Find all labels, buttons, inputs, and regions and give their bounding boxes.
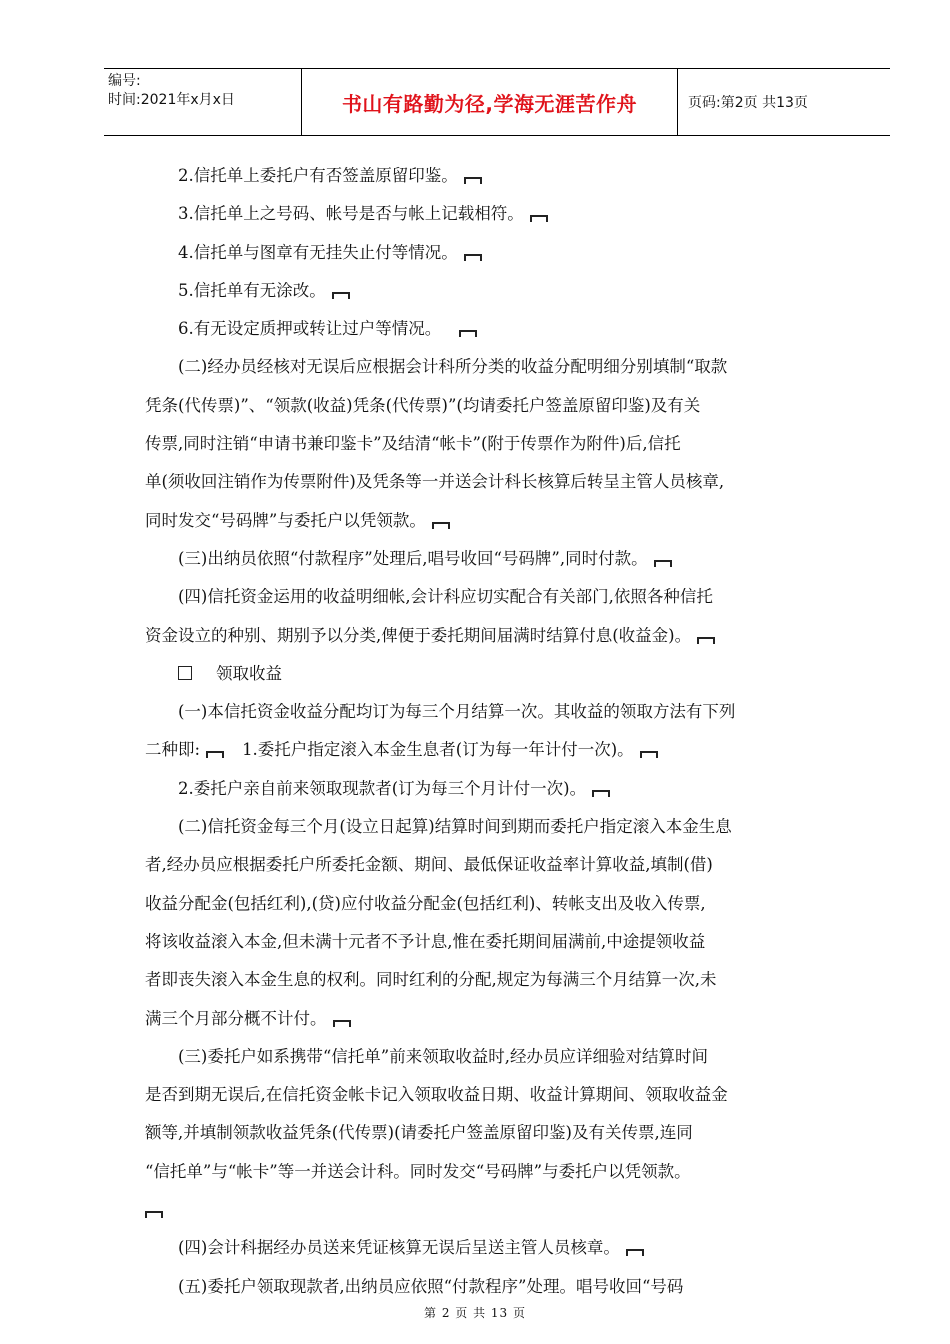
return-mark-icon: [626, 1249, 644, 1256]
text-line: (二)经办员经核对无误后应根据会计科所分类的收益分配明细分别填制“取款: [178, 357, 728, 377]
text-line: 单(须收回注销作为传票附件)及凭条等一并送会计科长核算后转呈主管人员核章,: [145, 472, 725, 492]
text-line: (三)出纳员依照“付款程序”处理后,唱号收回“号码牌”,同时付款。: [145, 540, 850, 578]
checkbox-square-icon: [178, 666, 192, 680]
text-line: 是否到期无误后,在信托资金帐卡记入领取收益日期、收益计算期间、领取收益金: [145, 1085, 728, 1105]
text-line: (五)委托户领取现款者,出纳员应依照“付款程序”处理。唱号收回“号码: [178, 1276, 684, 1296]
text-line: 者,经办员应根据委托户所委托金额、期间、最低保证收益率计算收益,填制(借): [145, 855, 713, 875]
return-mark-icon: [459, 330, 477, 337]
text-line: “信托单”与“帐卡”等一并送会计科。同时发交“号码牌”与委托户以凭领款。: [145, 1161, 691, 1181]
text-line: 收益分配金(包括红利),(贷)应付收益分配金(包括红利)、转帐支出及收入传票,: [145, 893, 706, 913]
document-body: [145, 157, 850, 1306]
text-line: 6.有无设定质押或转让过户等情况。: [145, 310, 850, 348]
header-meta: [104, 69, 302, 135]
text-line: 将该收益滚入本金,但未满十元者不予计息,惟在委托期间届满前,中途提领收益: [145, 931, 706, 951]
text-line: 3.信托单上之号码、帐号是否与帐上记载相符。: [145, 195, 850, 233]
text-line: 2.委托户亲自前来领取现款者(订为每三个月计付一次)。: [145, 770, 850, 808]
return-mark-icon: [432, 522, 450, 529]
return-mark-icon: [530, 215, 548, 222]
text-line: [145, 1191, 850, 1229]
return-mark-icon: [640, 751, 658, 758]
return-mark-icon: [206, 751, 224, 758]
text-line: (四)信托资金运用的收益明细帐,会计科应切实配合有关部门,依照各种信托: [178, 587, 713, 607]
serial-label: 编号:: [108, 73, 141, 89]
page-header: [104, 68, 890, 136]
header-page-info: [678, 69, 890, 135]
text-line: 者即丧失滚入本金生息的权利。同时红利的分配,规定为每满三个月结算一次,未: [145, 970, 717, 990]
return-mark-icon: [592, 790, 610, 797]
text-line: 传票,同时注销“申请书兼印鉴卡”及结清“帐卡”(附于传票作为附件)后,信托: [145, 434, 681, 454]
section-heading: 领取收益: [145, 655, 850, 693]
text-line: 同时发交“号码牌”与委托户以凭领款。: [145, 502, 850, 540]
text-line: 2.信托单上委托户有否签盖原留印鉴。: [145, 157, 850, 195]
return-mark-icon: [464, 254, 482, 261]
text-line: (一)本信托资金收益分配均订为每三个月结算一次。其收益的领取方法有下列: [178, 702, 736, 722]
return-mark-icon: [697, 637, 715, 644]
text-line: 满三个月部分概不计付。: [145, 1000, 850, 1038]
return-mark-icon: [145, 1211, 163, 1218]
page-footer: 第 2 页 共 13 页: [424, 1306, 526, 1320]
text-line: (二)信托资金每三个月(设立日起算)结算时间到期而委托户指定滚入本金生息: [178, 817, 732, 837]
return-mark-icon: [333, 1020, 351, 1027]
page-info: 页码:第2页 共13页: [688, 95, 808, 111]
return-mark-icon: [332, 292, 350, 299]
return-mark-icon: [654, 560, 672, 567]
motto: 书山有路勤为径,学海无涯苦作舟: [341, 91, 638, 116]
text-line: 二种即: 1.委托户指定滚入本金生息者(订为每一年计付一次)。: [145, 731, 850, 769]
time-label: 时间:2021年x月x日: [108, 92, 235, 108]
text-line: (三)委托户如系携带“信托单”前来领取收益时,经办员应详细验对结算时间: [178, 1046, 708, 1066]
header-motto-cell: [302, 69, 678, 135]
text-line: 额等,并填制领款收益凭条(代传票)(请委托户签盖原留印鉴)及有关传票,连同: [145, 1123, 693, 1143]
text-line: 凭条(代传票)”、“领款(收益)凭条(代传票)”(均请委托户签盖原留印鉴)及有关: [145, 395, 701, 415]
return-mark-icon: [464, 177, 482, 184]
text-line: 4.信托单与图章有无挂失止付等情况。: [145, 234, 850, 272]
text-line: 5.信托单有无涂改。: [145, 272, 850, 310]
text-line: (四)会计科据经办员送来凭证核算无误后呈送主管人员核章。: [145, 1229, 850, 1267]
text-line: 资金设立的种别、期别予以分类,俾便于委托期间届满时结算付息(收益金)。: [145, 617, 850, 655]
